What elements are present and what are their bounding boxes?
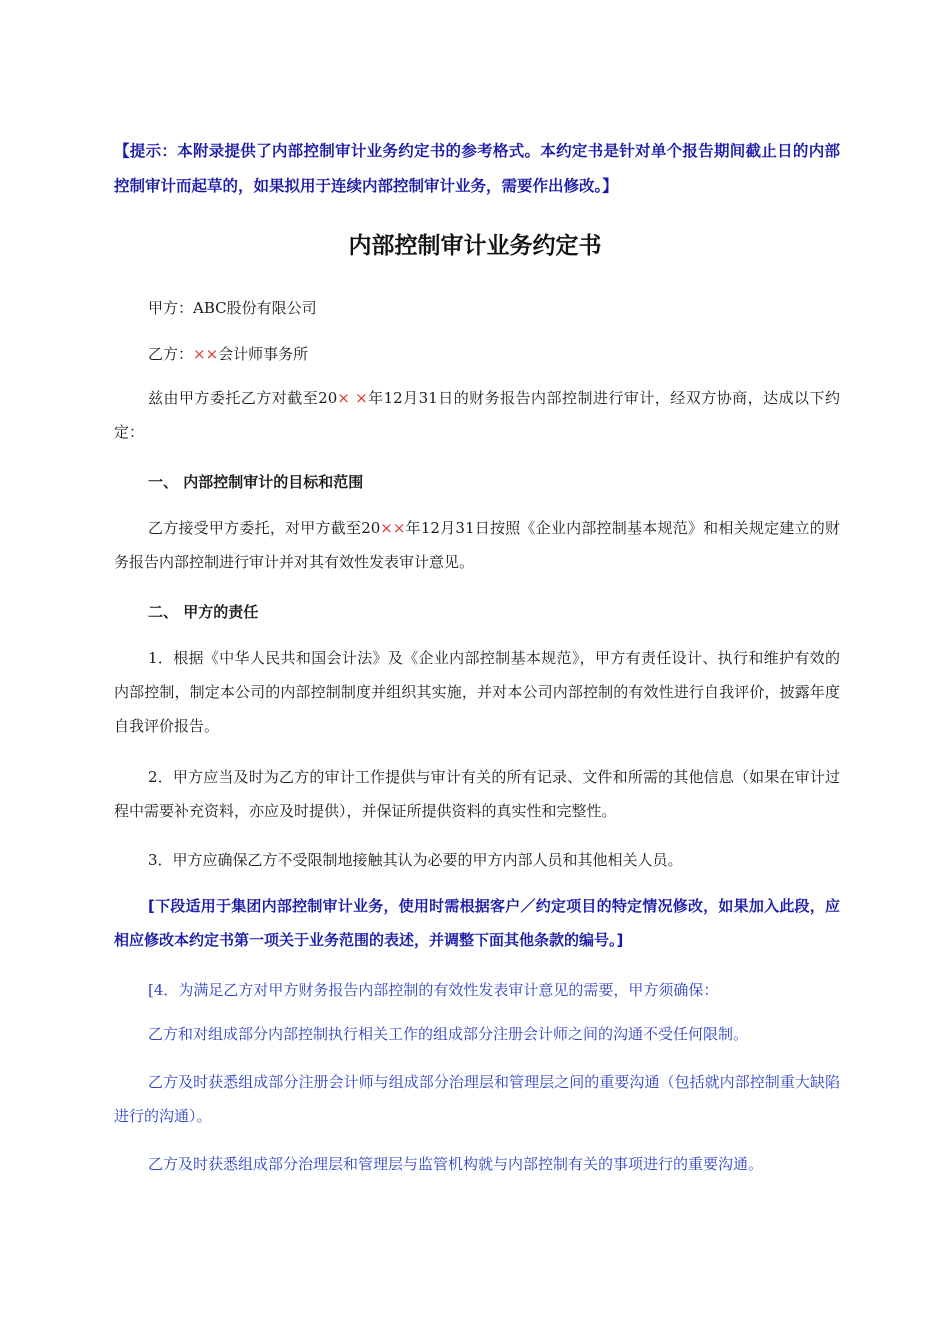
intro-placeholder-2: × — [355, 389, 368, 407]
section-1-body — [114, 511, 840, 579]
party-b-name: 会计师事务所 — [218, 345, 309, 363]
party-a-name: ABC股份有限公司 — [193, 299, 317, 317]
group-note: [下段适用于集团内部控制审计业务，使用时需根据客户／约定项目的特定情况修改，如果加入此段，应相应修改本约定书第一项关于业务范围的表述，并调整下面其他条款的编号。] — [114, 897, 840, 949]
section-2-item-2: 2．甲方应当及时为乙方的审计工作提供与审计有关的所有记录、文件和所需的其他信息（如果在审计过程中需要补充资料，亦应及时提供），并保证所提供资料的真实性和完整性。 — [114, 768, 840, 820]
party-b-line — [114, 337, 840, 371]
section-2-item-3: 3．甲方应确保乙方不受限制地接触其认为必要的甲方内部人员和其他相关人员。 — [148, 851, 683, 869]
group-item-4c: 乙方及时获悉组成部分治理层和管理层与监管机构就与内部控制有关的事项进行的重要沟通。 — [148, 1155, 764, 1173]
hint-note: 【提示：本附录提供了内部控制审计业务约定书的参考格式。本约定书是针对单个报告期间截止日的内部控制审计而起草的，如果拟用于连续内部控制审计业务，需要作出修改。】 — [114, 142, 840, 195]
document-title: 内部控制审计业务约定书 — [348, 233, 602, 259]
party-b-label: 乙方： — [148, 345, 194, 363]
group-item-4a: 乙方和对组成部分内部控制执行相关工作的组成部分注册会计师之间的沟通不受任何限制。 — [148, 1025, 749, 1043]
party-b-placeholder: ×× — [193, 345, 219, 363]
section-1-body-pre: 乙方接受甲方委托，对甲方截至20 — [148, 519, 381, 537]
section-1-heading: 一、 内部控制审计的目标和范围 — [148, 473, 364, 491]
group-item-4: [4．为满足乙方对甲方财务报告内部控制的有效性发表审计意见的需要，甲方须确保： — [148, 981, 719, 999]
group-item-4b: 乙方及时获悉组成部分注册会计师与组成部分治理层和管理层之间的重要沟通（包括就内部控制重大缺陷进行的沟通）。 — [114, 1073, 840, 1125]
intro-text-post: 年12月31日的财务报告内部控制进行审计，经双方协商，达成以下约定： — [114, 389, 840, 441]
party-a-line — [114, 291, 840, 325]
section-1-body-post: 年12月31日按照《企业内部控制基本规范》和相关规定建立的财务报告内部控制进行审计并对其有效性发表审计意见。 — [114, 519, 840, 571]
intro-text-pre: 兹由甲方委托乙方对截至20 — [148, 389, 338, 407]
party-a-label: 甲方： — [148, 299, 194, 317]
section-2-heading: 二、 甲方的责任 — [148, 603, 259, 621]
section-2-item-1: 1．根据《中华人民共和国会计法》及《企业内部控制基本规范》，甲方有责任设计、执行和维护有效的内部控制，制定本公司的内部控制制度并组织其实施，并对本公司内部控制的有效性进行自我评价，披露年度自我评价报告。 — [114, 649, 840, 735]
section-1-placeholder: ×× — [380, 519, 406, 537]
intro-paragraph — [114, 381, 840, 449]
intro-placeholder-1: × — [337, 389, 350, 407]
